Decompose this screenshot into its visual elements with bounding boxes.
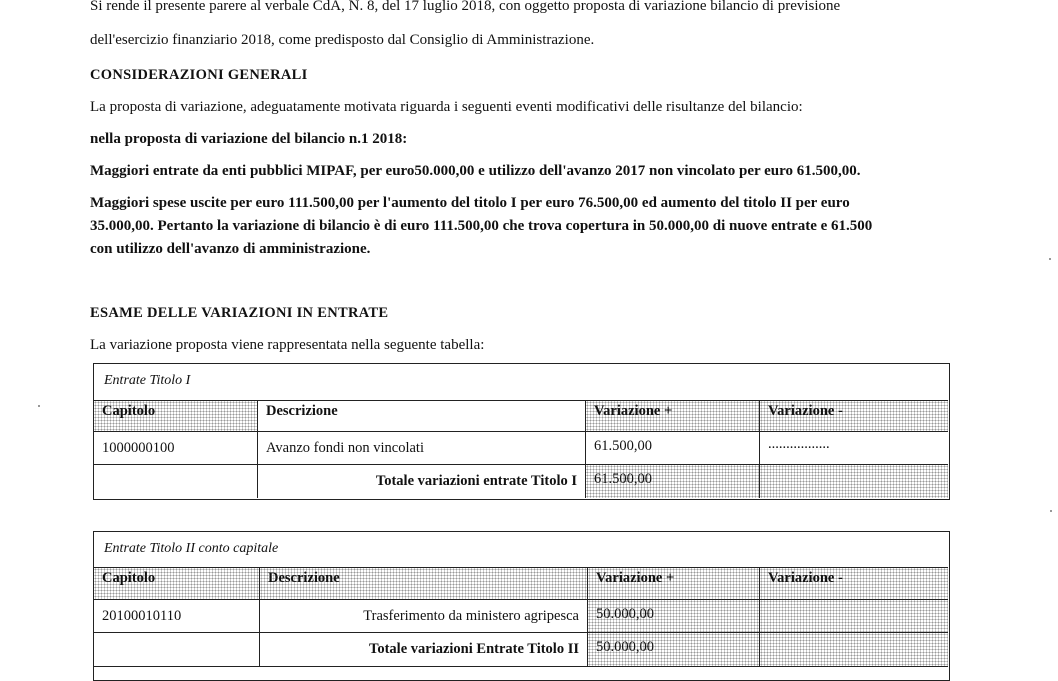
total-label: Totale variazioni entrate Titolo I — [258, 465, 586, 498]
table-entrate-titolo-1 — [93, 363, 950, 500]
header-descrizione: Descrizione — [260, 567, 588, 600]
intro-line-2: dell'esercizio finanziario 2018, come predisposto dal Consiglio di Amministrazione. — [90, 32, 595, 48]
cell-empty — [94, 633, 260, 667]
cell-descrizione: Avanzo fondi non vincolati — [258, 432, 586, 465]
total-value: 61.500,00 — [586, 465, 760, 498]
table-caption: Entrate Titolo II conto capitale — [104, 541, 279, 556]
total-value: 50.000,00 — [588, 633, 760, 667]
cell-capitolo: 1000000100 — [94, 432, 258, 465]
cell-descrizione: Trasferimento da ministero agripesca — [260, 600, 588, 633]
table-caption: Entrate Titolo I — [104, 373, 191, 388]
header-variazione-minus: Variazione - — [760, 567, 948, 600]
cell-capitolo: 20100010110 — [94, 600, 260, 633]
cell-total-minus — [760, 633, 948, 667]
header-capitolo: Capitolo — [94, 400, 258, 432]
header-variazione-minus: Variazione - — [760, 400, 948, 432]
section-heading-revenue-variations: ESAME DELLE VARIAZIONI IN ENTRATE — [90, 305, 389, 321]
section-heading-general: CONSIDERAZIONI GENERALI — [90, 67, 308, 83]
paragraph-revenues: Maggiori entrate da enti pubblici MIPAF, per euro50.000,00 e utilizzo dell'avanzo 2017 non vincolato per euro 61.500,00. — [90, 163, 861, 179]
cell-variazione-plus: 61.500,00 — [586, 432, 760, 465]
scan-speck — [1049, 258, 1051, 260]
cell-variazione-plus: 50.000,00 — [588, 600, 760, 633]
paragraph-proposal-number: nella proposta di variazione del bilancio n.1 2018: — [90, 131, 408, 147]
paragraph-expenses-line-3: con utilizzo dell'avanzo di amministrazione. — [90, 241, 371, 257]
paragraph-expenses-line-1: Maggiori spese uscite per euro 111.500,00 per l'aumento del titolo I per euro 76.500,00 ed aumento del titolo II per euro — [90, 195, 850, 211]
header-variazione-plus: Variazione + — [586, 400, 760, 432]
paragraph-table-intro: La variazione proposta viene rappresentata nella seguente tabella: — [90, 337, 485, 353]
cell-variazione-minus — [760, 600, 948, 633]
total-label: Totale variazioni Entrate Titolo II — [260, 633, 588, 667]
header-variazione-plus: Variazione + — [588, 567, 760, 600]
cell-variazione-minus: ................. — [760, 432, 948, 465]
scan-speck — [38, 405, 40, 407]
header-capitolo: Capitolo — [94, 567, 260, 600]
paragraph-expenses-line-2: 35.000,00. Pertanto la variazione di bilancio è di euro 111.500,00 che trova copertura in 50.000,00 di nuove entrate e 61.500 — [90, 218, 873, 234]
intro-line-1: Si rende il presente parere al verbale CdA, N. 8, del 17 luglio 2018, con oggetto proposta di variazione bilancio di previsione — [90, 0, 841, 14]
paragraph-proposal: La proposta di variazione, adeguatamente motivata riguarda i seguenti eventi modificativi delle risultanze del bilancio: — [90, 99, 803, 115]
table-entrate-titolo-2 — [93, 531, 950, 681]
cell-empty — [94, 465, 258, 498]
header-descrizione: Descrizione — [258, 400, 586, 432]
scan-speck — [1050, 510, 1052, 512]
cell-total-minus — [760, 465, 948, 498]
